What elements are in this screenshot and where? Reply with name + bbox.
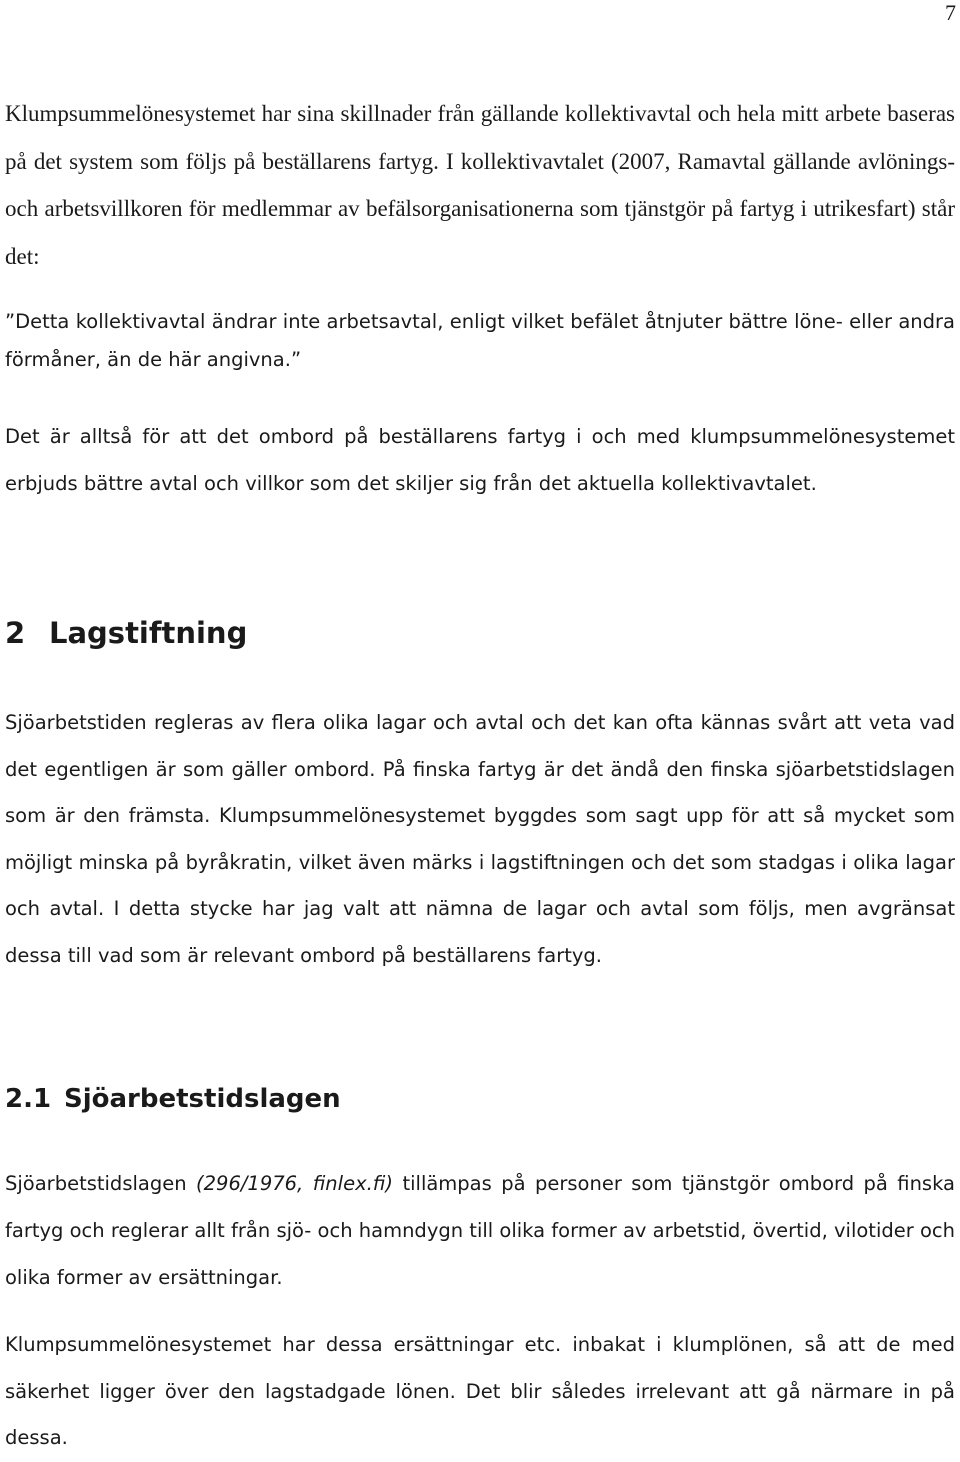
- subsection-title: Sjöarbetstidslagen: [64, 1084, 341, 1114]
- body-text-end: tillämpas på personer som tjänstgör ombord på finska fartyg och reglerar allt från sjö- och hamndygn till olika former av arbetstid, övertid, vilotider och olika former av ersättningar.: [5, 1172, 955, 1289]
- quote-paragraph: ”Detta kollektivavtal ändrar inte arbetsavtal, enligt vilket befälet åtnjuter bättre löne- eller andra förmåner, än de här angivna.”: [5, 310, 955, 371]
- law-reference: (296/1976, finlex.fi): [196, 1172, 394, 1195]
- section-heading-2-1: [5, 1082, 955, 1116]
- section-number: 2: [5, 616, 26, 650]
- section-title: Lagstiftning: [49, 616, 248, 650]
- paragraph-conclusion: Det är alltså för att det ombord på beställarens fartyg i och med klumpsummelönesystemet erbjuds bättre avtal och villkor som det skiljer sig från det aktuella kollektivavtalet.: [5, 425, 955, 495]
- body-text-start: Sjöarbetstidslagen: [5, 1172, 197, 1195]
- section-2-body: Sjöarbetstiden regleras av flera olika lagar och avtal och det kan ofta kännas svårt att veta vad det egentligen är som gäller ombord. På finska fartyg är det ändå den finska sjöarbetstidslagen som är den främsta. Klumpsummelönesystemet byggdes som sagt upp för att så mycket som möjligt minska på byråkratin, vilket även märks i lagstiftningen och det som stadgas i olika lagar och avtal. I detta stycke har jag valt att nämna de lagar och avtal som följs, men avgränsat dessa till vad som är relevant ombord på beställarens fartyg.: [5, 711, 955, 967]
- paragraph-intro: Klumpsummelönesystemet har sina skillnader från gällande kollektivavtal och hela mitt arbete baseras på det system som följs på beställarens fartyg. I kollektivavtalet (2007, Ramavtal gällande avlönings- och arbetsvillkoren för medlemmar av befälsorganisationerna som tjänstgör på fartyg i utrikesfart) står det:: [5, 101, 955, 269]
- section-2-1-body-2: Klumpsummelönesystemet har dessa ersättningar etc. inbakat i klumplönen, så att de med säkerhet ligger över den lagstadgade lönen. Det blir således irrelevant att gå närmare in på dessa.: [5, 1333, 955, 1449]
- subsection-number: 2.1: [5, 1084, 52, 1114]
- page-number: 7: [945, 0, 956, 25]
- section-heading-2: [5, 615, 955, 651]
- section-2-1-body: [5, 1160, 955, 1301]
